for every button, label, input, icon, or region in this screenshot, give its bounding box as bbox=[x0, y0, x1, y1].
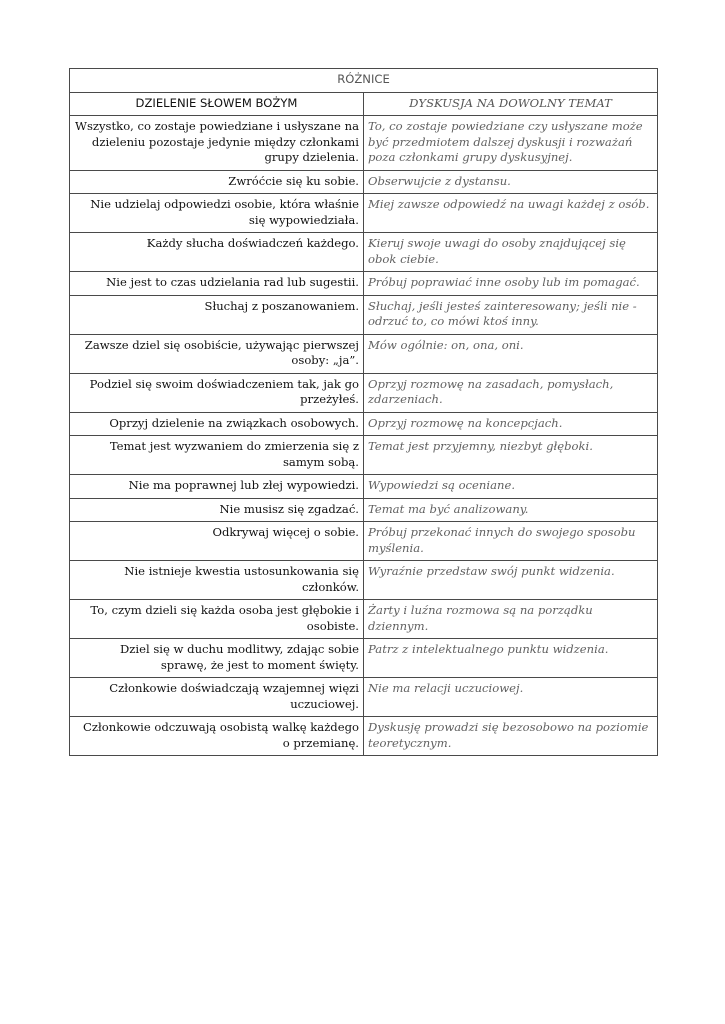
discussion-cell: Temat jest przyjemny, niezbyt głęboki. bbox=[364, 436, 658, 475]
discussion-cell: Wypowiedzi są oceniane. bbox=[364, 475, 658, 499]
table-row bbox=[70, 194, 658, 233]
header-free-discussion: DYSKUSJA NA DOWOLNY TEMAT bbox=[364, 92, 658, 116]
table-row bbox=[70, 678, 658, 717]
differences-table bbox=[69, 68, 658, 756]
table-row bbox=[70, 412, 658, 436]
table-row bbox=[70, 334, 658, 373]
discussion-cell: Obserwujcie z dystansu. bbox=[364, 170, 658, 194]
discussion-cell: Patrz z intelektualnego punktu widzenia. bbox=[364, 639, 658, 678]
table-row bbox=[70, 475, 658, 499]
table-row bbox=[70, 600, 658, 639]
table-row bbox=[70, 295, 658, 334]
sharing-cell: Nie udzielaj odpowiedzi osobie, która właśnie się wypowiedziała. bbox=[70, 194, 364, 233]
table-row bbox=[70, 561, 658, 600]
sharing-cell: Nie musisz się zgadzać. bbox=[70, 498, 364, 522]
discussion-cell: To, co zostaje powiedziane czy usłyszane może być przedmiotem dalszej dyskusji i rozważań poza członkami grupy dyskusyjnej. bbox=[364, 116, 658, 171]
sharing-cell: Każdy słucha doświadczeń każdego. bbox=[70, 233, 364, 272]
sharing-cell: Słuchaj z poszanowaniem. bbox=[70, 295, 364, 334]
table-row bbox=[70, 233, 658, 272]
discussion-cell: Próbuj przekonać innych do swojego sposobu myślenia. bbox=[364, 522, 658, 561]
discussion-cell: Nie ma relacji uczuciowej. bbox=[364, 678, 658, 717]
discussion-cell: Wyraźnie przedstaw swój punkt widzenia. bbox=[364, 561, 658, 600]
sharing-cell: Zwróćcie się ku sobie. bbox=[70, 170, 364, 194]
table-row bbox=[70, 717, 658, 756]
table-row bbox=[70, 170, 658, 194]
table-row bbox=[70, 522, 658, 561]
sharing-cell: Odkrywaj więcej o sobie. bbox=[70, 522, 364, 561]
table-title: RÓŻNICE bbox=[70, 69, 658, 93]
title-row bbox=[70, 69, 658, 93]
discussion-cell: Kieruj swoje uwagi do osoby znajdującej się obok ciebie. bbox=[364, 233, 658, 272]
table-row bbox=[70, 639, 658, 678]
sharing-cell: Nie ma poprawnej lub złej wypowiedzi. bbox=[70, 475, 364, 499]
sharing-cell: Dziel się w duchu modlitwy, zdając sobie sprawę, że jest to moment święty. bbox=[70, 639, 364, 678]
sharing-cell: Nie jest to czas udzielania rad lub sugestii. bbox=[70, 272, 364, 296]
sharing-cell: Oprzyj dzielenie na związkach osobowych. bbox=[70, 412, 364, 436]
discussion-cell: Temat ma być analizowany. bbox=[364, 498, 658, 522]
discussion-cell: Oprzyj rozmowę na zasadach, pomysłach, zdarzeniach. bbox=[364, 373, 658, 412]
sharing-cell: Wszystko, co zostaje powiedziane i usłyszane na dzieleniu pozostaje jedynie między członkami grupy dzielenia. bbox=[70, 116, 364, 171]
table-row bbox=[70, 436, 658, 475]
sharing-cell: Członkowie doświadczają wzajemnej więzi uczuciowej. bbox=[70, 678, 364, 717]
discussion-cell: Słuchaj, jeśli jesteś zainteresowany; jeśli nie - odrzuć to, co mówi ktoś inny. bbox=[364, 295, 658, 334]
header-row bbox=[70, 92, 658, 116]
sharing-cell: Członkowie odczuwają osobistą walkę każdego o przemianę. bbox=[70, 717, 364, 756]
discussion-cell: Żarty i luźna rozmowa są na porządku dziennym. bbox=[364, 600, 658, 639]
sharing-cell: To, czym dzieli się każda osoba jest głębokie i osobiste. bbox=[70, 600, 364, 639]
discussion-cell: Próbuj poprawiać inne osoby lub im pomagać. bbox=[364, 272, 658, 296]
table-row bbox=[70, 116, 658, 171]
discussion-cell: Miej zawsze odpowiedź na uwagi każdej z osób. bbox=[364, 194, 658, 233]
sharing-cell: Temat jest wyzwaniem do zmierzenia się z samym sobą. bbox=[70, 436, 364, 475]
sharing-cell: Podziel się swoim doświadczeniem tak, jak go przeżyłeś. bbox=[70, 373, 364, 412]
discussion-cell: Dyskusję prowadzi się bezosobowo na poziomie teoretycznym. bbox=[364, 717, 658, 756]
table-row bbox=[70, 373, 658, 412]
discussion-cell: Oprzyj rozmowę na koncepcjach. bbox=[364, 412, 658, 436]
table-row bbox=[70, 498, 658, 522]
table-body bbox=[70, 116, 658, 756]
sharing-cell: Zawsze dziel się osobiście, używając pierwszej osoby: „ja”. bbox=[70, 334, 364, 373]
table-row bbox=[70, 272, 658, 296]
header-sharing-word-of-god: DZIELENIE SŁOWEM BOŻYM bbox=[70, 92, 364, 116]
sharing-cell: Nie istnieje kwestia ustosunkowania się członków. bbox=[70, 561, 364, 600]
discussion-cell: Mów ogólnie: on, ona, oni. bbox=[364, 334, 658, 373]
